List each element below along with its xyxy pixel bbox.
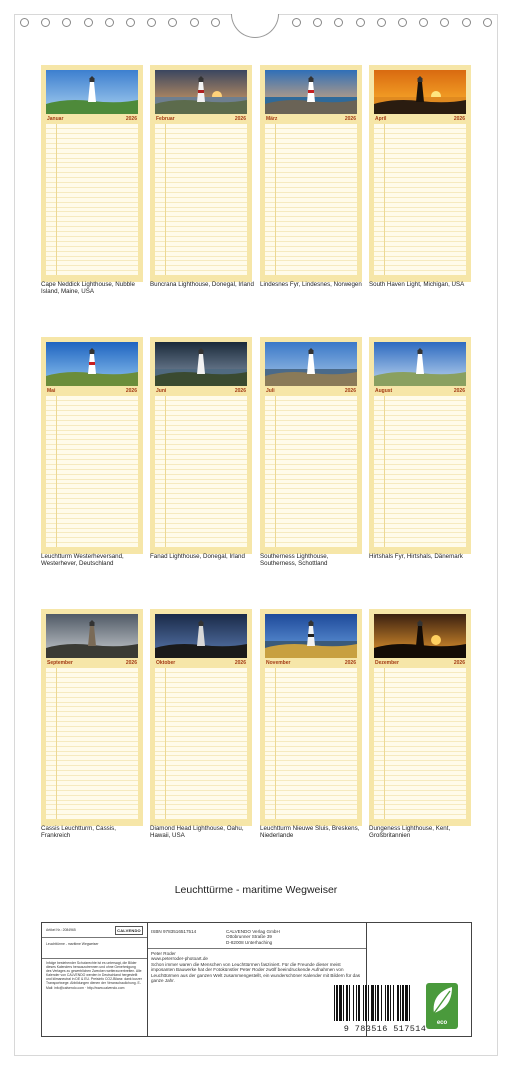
day-grid (155, 396, 247, 547)
month-photo (46, 70, 138, 114)
month-header (265, 659, 357, 667)
month-header (46, 387, 138, 395)
day-grid (155, 124, 247, 275)
photo-caption: Cape Neddick Lighthouse, Nubble Island, Maine, USA (41, 281, 135, 296)
month-name: Dezember (375, 660, 399, 666)
month-year: 2026 (125, 388, 137, 394)
info-left-column (42, 923, 148, 1036)
day-grid (155, 668, 247, 819)
photo-caption: South Haven Light, Michigan, USA (369, 281, 465, 288)
month-name: Februar (156, 116, 175, 122)
month-year: 2026 (125, 660, 137, 666)
photo-caption: Southerness Lighthouse, Southerness, Schottland (260, 553, 329, 568)
binding-hole (377, 18, 386, 27)
month-year: 2026 (344, 388, 356, 394)
month-year: 2026 (234, 660, 246, 666)
lighthouse-photo (46, 70, 138, 114)
month-card (41, 337, 143, 554)
publisher-line: D-82008 Unterhaching (226, 939, 273, 945)
photo-caption: Leuchtturm Westerheversand, Westerhever, Deutschland (41, 553, 124, 568)
month-photo (155, 614, 247, 658)
month-header (46, 115, 138, 123)
lighthouse-photo (374, 614, 466, 658)
binding-holes (0, 16, 512, 36)
binding-hole (211, 18, 220, 27)
barcode-bars (330, 983, 440, 1023)
binding-hole (147, 18, 156, 27)
binding-hole (62, 18, 71, 27)
day-grid (374, 396, 466, 547)
month-card (369, 65, 471, 282)
calendar-title: Leuchttürme - maritime Wegweiser (174, 884, 338, 896)
month-name: Januar (47, 116, 64, 122)
month-photo (265, 342, 357, 386)
month-name: August (375, 388, 393, 394)
day-grid (46, 124, 138, 275)
month-photo (374, 614, 466, 658)
month-card (260, 337, 362, 554)
month-photo (265, 70, 357, 114)
month-year: 2026 (125, 116, 137, 122)
day-grid (265, 668, 357, 819)
month-name: November (266, 660, 291, 666)
publisher-line: Ottobrunner Straße 39 (226, 934, 272, 940)
hanger-notch (231, 14, 279, 38)
month-header (374, 387, 466, 395)
photo-caption: Fanad Lighthouse, Donegal, Irland (150, 553, 245, 560)
month-card (260, 609, 362, 826)
month-photo (265, 614, 357, 658)
binding-hole (105, 18, 114, 27)
photo-caption: Hirtshals Fyr, Hirtshals, Dänemark (369, 553, 463, 560)
month-card (369, 609, 471, 826)
day-grid (374, 124, 466, 275)
month-header (155, 387, 247, 395)
binding-hole (313, 18, 322, 27)
month-photo (374, 342, 466, 386)
binding-hole (84, 18, 93, 27)
binding-hole (41, 18, 50, 27)
day-grid (265, 396, 357, 547)
lighthouse-photo (155, 614, 247, 658)
month-name: Juli (266, 388, 275, 394)
month-name: Juni (156, 388, 167, 394)
photo-caption: Cassis Leuchtturm, Cassis, Frankreich (41, 825, 116, 840)
lighthouse-photo (155, 342, 247, 386)
lighthouse-photo (46, 614, 138, 658)
month-card (369, 337, 471, 554)
binding-hole (398, 18, 407, 27)
legal-text: Infolge bestehender Schutzrechte ist es untersagt, die Bilder dieses Kalenders herauszutrennen und ohne Genehmigung des Verlages zu gewerblichen Zwecken weiterzuverbreiten. Alle Kalender von CALVENDO werden in Deutschland hergestellt und klimaneutral in DE & EU. Preisinfo CO2-Bilanz: dank kurzer Transportwege. Abbildungen dienen der Veranschaulichung. E-Mail: info@calvendo.com · http://www.calvendo.com (46, 961, 142, 990)
month-name: September (47, 660, 73, 666)
binding-hole (292, 18, 301, 27)
month-year: 2026 (453, 116, 465, 122)
month-card (260, 65, 362, 282)
month-header (265, 387, 357, 395)
photo-caption: Diamond Head Lighthouse, Oahu, Hawaii, USA (150, 825, 244, 840)
binding-hole (419, 18, 428, 27)
month-year: 2026 (234, 388, 246, 394)
lighthouse-photo (46, 342, 138, 386)
month-photo (46, 614, 138, 658)
month-name: Oktober (156, 660, 176, 666)
divider (148, 948, 366, 949)
publisher-address (226, 929, 280, 945)
binding-hole (356, 18, 365, 27)
description: Schon immer waren die Menschen von Leuchttürmen fasziniert. Für die Freunde dieser meist imposanten Bauwerke hat der Fotokünstler Peter Roder zwölf beeindruckende Aufnahmen von Leuchttürmen aus der ganzen Welt zusammengestellt, ein wunderschöner Kalender mit Bildern für das ganze Jahr. (151, 961, 361, 984)
lighthouse-photo (265, 70, 357, 114)
month-year: 2026 (344, 660, 356, 666)
day-grid (374, 668, 466, 819)
lighthouse-photo (374, 342, 466, 386)
month-card (150, 609, 252, 826)
isbn: ISBN 9783516517514 (151, 929, 197, 934)
lighthouse-photo (265, 614, 357, 658)
month-year: 2026 (453, 388, 465, 394)
month-year: 2026 (344, 116, 356, 122)
binding-hole (20, 18, 29, 27)
month-card (150, 337, 252, 554)
publisher-line: CALVENDO Verlag GmbH (226, 929, 280, 934)
lighthouse-photo (265, 342, 357, 386)
eco-label: eco (436, 1020, 448, 1026)
day-grid (265, 124, 357, 275)
eco-badge (426, 983, 458, 1029)
day-grid (46, 396, 138, 547)
month-header (155, 659, 247, 667)
binding-hole (190, 18, 199, 27)
barcode (330, 983, 440, 1033)
month-header (374, 659, 466, 667)
binding-hole (462, 18, 471, 27)
photo-caption: Buncrana Lighthouse, Donegal, Irland (150, 281, 254, 288)
leaf-icon (426, 983, 458, 1017)
month-header (155, 115, 247, 123)
ean-number: 9 783516 517514 (343, 1024, 427, 1034)
photo-caption: Lindesnes Fyr, Lindesnes, Norwegen (260, 281, 362, 288)
binding-hole (440, 18, 449, 27)
month-card (41, 65, 143, 282)
photo-caption: Dungeness Lighthouse, Kent, Großbritannien (369, 825, 451, 840)
author: Peter Roder (151, 951, 176, 956)
calvendo-logo: CALVENDO (115, 926, 143, 935)
month-photo (46, 342, 138, 386)
lighthouse-photo (155, 70, 247, 114)
month-header (46, 659, 138, 667)
article-number: Artikel Nr.: 2084965 (46, 928, 76, 932)
month-photo (155, 70, 247, 114)
month-card (150, 65, 252, 282)
month-photo (374, 70, 466, 114)
month-card (41, 609, 143, 826)
website: www.peterroder-photoart.de (151, 956, 208, 962)
binding-hole (168, 18, 177, 27)
month-year: 2026 (453, 660, 465, 666)
lighthouse-photo (374, 70, 466, 114)
month-name: März (266, 116, 278, 122)
article-row (42, 923, 147, 938)
binding-hole (334, 18, 343, 27)
month-header (374, 115, 466, 123)
info-box (41, 922, 472, 1037)
binding-hole (126, 18, 135, 27)
binding-hole (483, 18, 492, 27)
month-name: April (375, 116, 387, 122)
short-title: Leuchttürme - maritime Wegweiser (46, 942, 99, 946)
photo-caption: Leuchtturm Nieuwe Sluis, Breskens, Niederlande (260, 825, 360, 840)
month-year: 2026 (234, 116, 246, 122)
month-name: Mai (47, 388, 56, 394)
month-header (265, 115, 357, 123)
short-title-row (42, 938, 147, 959)
day-grid (46, 668, 138, 819)
month-photo (155, 342, 247, 386)
author-block (151, 951, 361, 983)
